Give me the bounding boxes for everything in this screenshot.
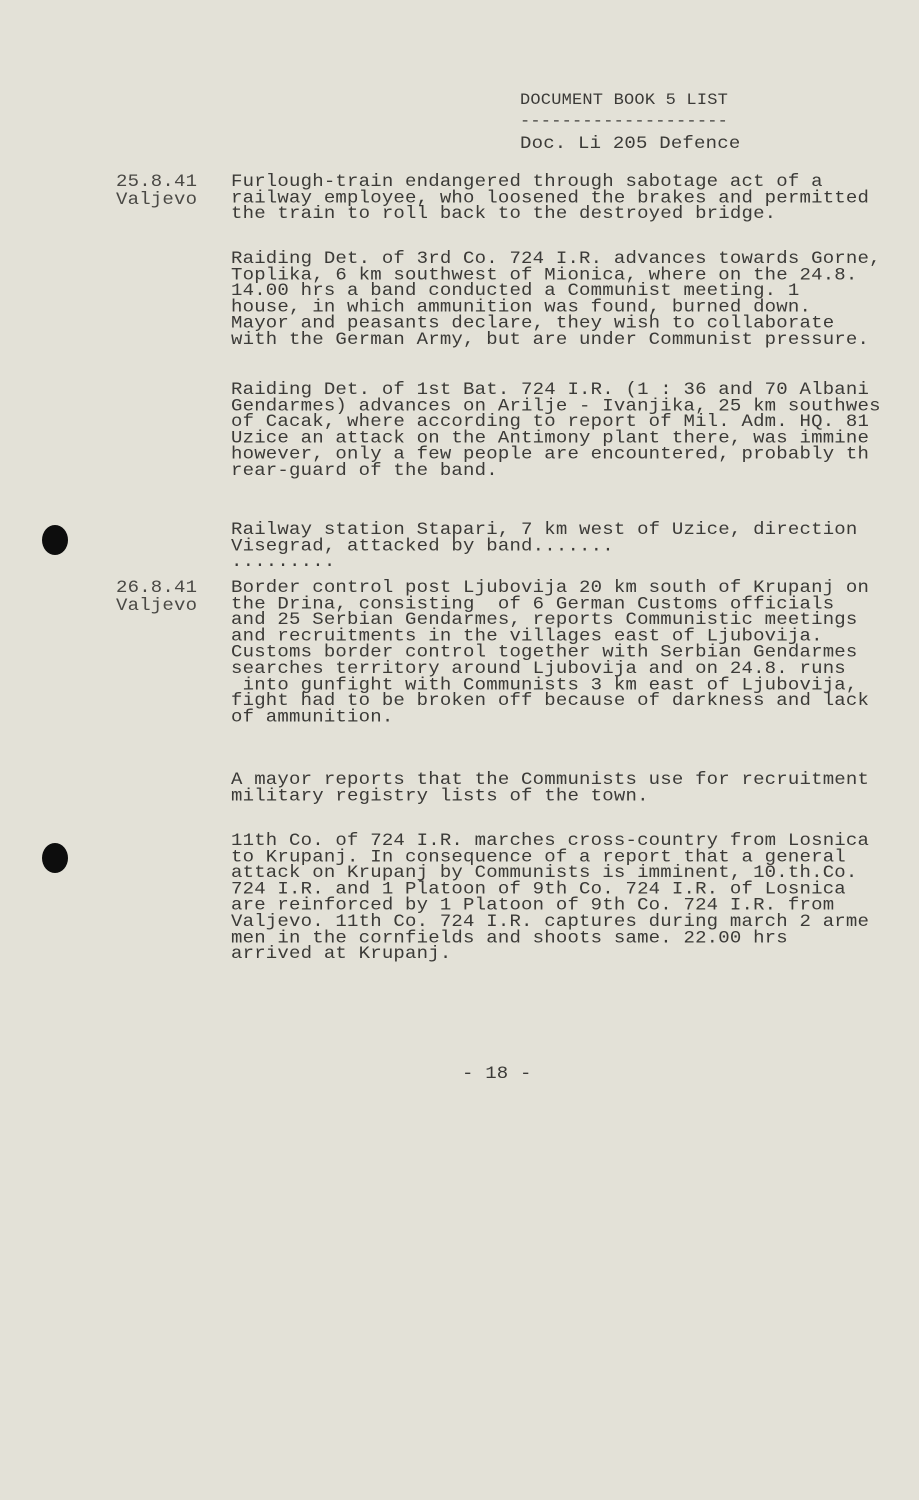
title-rule: --------------------: [520, 113, 729, 131]
page-number: - 18 -: [462, 1063, 532, 1084]
text-line: 14.00 hrs a band conducted a Communist meeting. 1: [231, 280, 800, 301]
doc-reference: Doc. Li 205 Defence: [520, 133, 741, 154]
text-line: arrived at Krupanj.: [231, 943, 452, 964]
paragraph: [231, 519, 858, 572]
text-line: are reinforced by 1 Platoon of 9th Co. 724 I.R. from: [231, 894, 835, 916]
text-line: attack on Krupanj by Communists is imminent, 10.th.Co.: [231, 862, 858, 883]
text-line: of Cacak, where according to report of Mil. Adm. HQ. 81: [231, 411, 870, 432]
paragraph: [231, 577, 870, 727]
text-line: Railway station Stapari, 7 km west of Uzice, direction: [231, 519, 858, 540]
text-line: Raiding Det. of 3rd Co. 724 I.R. advances towards Gorne,: [231, 248, 881, 269]
text-line: railway employee, who loosened the brakes and permitted: [231, 187, 870, 208]
document-title: DOCUMENT BOOK 5 LIST: [520, 92, 729, 110]
text-line: however, only a few people are encountered, probably th: [231, 443, 870, 465]
text-line: Furlough-train endangered through sabotage act of a: [231, 171, 823, 192]
entry-date: 26.8.41: [116, 577, 198, 598]
text-line: Visegrad, attacked by band.......: [231, 535, 614, 556]
entry-place: Valjevo: [116, 595, 198, 616]
text-line: Raiding Det. of 1st Bat. 724 I.R. (1 : 36 and 70 Albani: [231, 379, 870, 400]
text-line: Mayor and peasants declare, they wish to collaborate: [231, 312, 835, 334]
paragraph: [231, 830, 870, 964]
text-line: and recruitments in the villages east of Ljubovija.: [231, 625, 823, 647]
entry-place: Valjevo: [116, 189, 198, 210]
text-line: Border control post Ljubovija 20 km south of Krupanj on: [231, 577, 870, 598]
text-line: to Krupanj. In consequence of a report that a general: [231, 846, 846, 867]
punch-hole: [42, 525, 68, 555]
text-line: rear-guard of the band.: [231, 460, 498, 481]
text-line: the Drina, consisting of 6 German Customs officials: [231, 593, 835, 614]
text-line: of ammunition.: [231, 706, 394, 727]
text-line: 724 I.R. and 1 Platoon of 9th Co. 724 I.R. of Losnica: [231, 878, 846, 900]
text-line: fight had to be broken off because of darkness and lack: [231, 690, 870, 711]
entry-date: 25.8.41: [116, 171, 198, 192]
text-line: Uzice an attack on the Antimony plant there, was immine: [231, 427, 870, 449]
text-line: searches territory around Ljubovija and on 24.8. runs: [231, 658, 846, 679]
text-line: A mayor reports that the Communists use for recruitment: [231, 769, 870, 790]
text-line: the train to roll back to the destroyed bridge.: [231, 203, 777, 224]
paragraph: [231, 248, 881, 350]
text-line: with the German Army, but are under Communist pressure.: [231, 329, 870, 350]
text-line: Toplika, 6 km southwest of Mionica, where on the 24.8.: [231, 264, 858, 285]
paragraph: [231, 171, 870, 224]
text-line: Gendarmes) advances on Arilje - Ivanjika, 25 km southwes: [231, 395, 881, 416]
text-line: .........: [231, 551, 336, 572]
paragraph: [231, 769, 870, 806]
text-line: men in the cornfields and shoots same. 22.00 hrs: [231, 927, 788, 948]
text-line: Customs border control together with Serbian Gendarmes: [231, 641, 858, 663]
text-line: house, in which ammunition was found, burned down.: [231, 296, 812, 318]
text-line: into gunfight with Communists 3 km east of Ljubovija,: [231, 674, 858, 695]
paragraph: [231, 379, 881, 481]
text-line: Valjevo. 11th Co. 724 I.R. captures during march 2 arme: [231, 911, 870, 932]
text-line: 11th Co. of 724 I.R. marches cross-country from Losnica: [231, 830, 870, 851]
text-line: military registry lists of the town.: [231, 785, 649, 806]
punch-hole: [42, 843, 68, 873]
text-line: and 25 Serbian Gendarmes, reports Communistic meetings: [231, 609, 858, 630]
